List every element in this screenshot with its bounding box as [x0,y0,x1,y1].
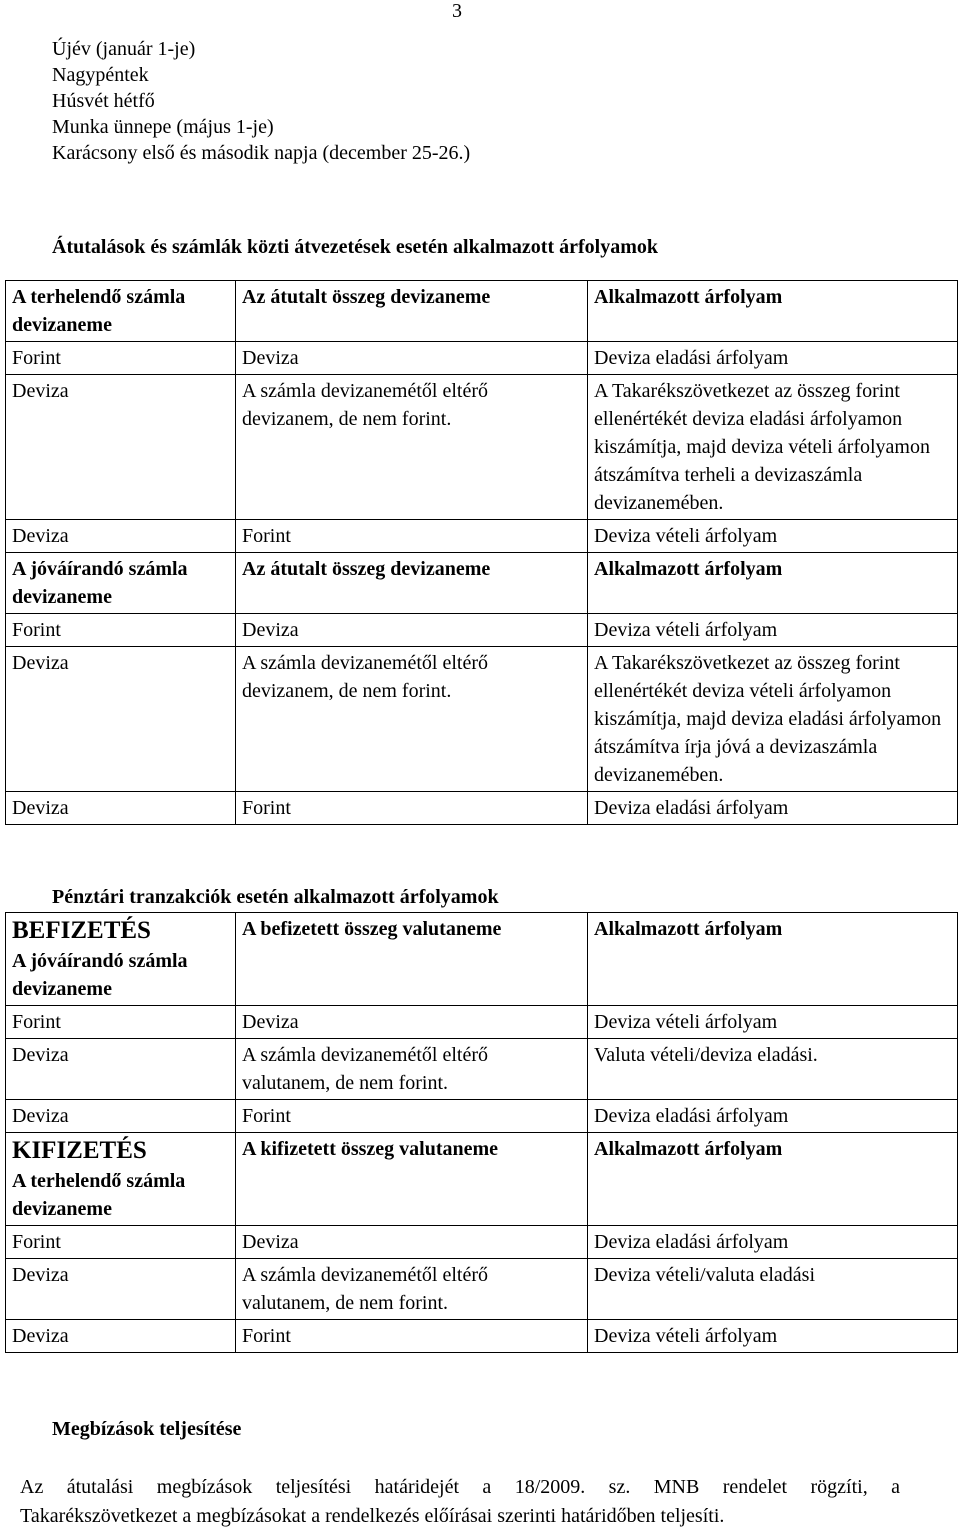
table-header-row [6,1133,958,1226]
table-cell: Deviza [6,1259,236,1320]
cashier-rate-table [5,912,958,1353]
holiday-item: Karácsony első és második napja (december 25-26.) [52,142,471,164]
table-cell: Forint [236,1320,588,1353]
holiday-item: Munka ünnepe (május 1-je) [52,116,274,138]
table-row [6,342,958,375]
table-cell: Forint [6,1006,236,1039]
transfers-rate-table [5,280,958,825]
table-row [6,647,958,792]
table-cell: Deviza [236,1226,588,1259]
table-row [6,614,958,647]
table-cell: Deviza [236,614,588,647]
table-cell: Deviza [6,375,236,520]
table-row [6,520,958,553]
table-cell: Deviza vételi árfolyam [588,1006,958,1039]
table-cell: Deviza [236,342,588,375]
deposit-header-cell [6,913,236,1006]
table-row [6,1100,958,1133]
table-cell: Forint [236,1100,588,1133]
table-row [6,1226,958,1259]
table-cell: Deviza vételi árfolyam [588,520,958,553]
header-cell: Alkalmazott árfolyam [588,913,958,1006]
table-cell: Forint [6,614,236,647]
table-cell: Deviza eladási árfolyam [588,1100,958,1133]
table-header-row [6,553,958,614]
orders-section-title: Megbízások teljesítése [52,1418,242,1440]
table-cell: Valuta vételi/deviza eladási. [588,1039,958,1100]
cashier-section-title: Pénztári tranzakciók esetén alkalmazott árfolyamok [52,886,499,908]
table-row [6,375,958,520]
holiday-item: Húsvét hétfő [52,90,155,112]
table-cell: Deviza eladási árfolyam [588,1226,958,1259]
header-cell: Az átutalt összeg devizaneme [236,281,588,342]
table-cell: Forint [6,342,236,375]
table-cell: A számla devizanemétől eltérő devizanem, de nem forint. [236,375,588,520]
table-cell: A számla devizanemétől eltérő devizanem, de nem forint. [236,647,588,792]
table-header-row [6,281,958,342]
withdrawal-heading: KIFIZETÉS [12,1137,147,1164]
table-row [6,1039,958,1100]
orders-paragraph-line: Az átutalási megbízások teljesítési határidejét a 18/2009. sz. MNB rendelet rögzíti, a [20,1476,900,1498]
orders-paragraph-line: Takarékszövetkezet a megbízásokat a rendelkezés előírásai szerinti határidőben teljesíti. [20,1505,725,1527]
table-cell: Deviza [6,1039,236,1100]
table-cell: Deviza vételi/valuta eladási [588,1259,958,1320]
withdrawal-header-cell [6,1133,236,1226]
table-cell: Forint [6,1226,236,1259]
table-cell: A Takarékszövetkezet az összeg forint ellenértékét deviza vételi árfolyamon kiszámítja, majd deviza eladási árfolyamon átszámítva írja jóvá a devizaszámla devizanemében. [588,647,958,792]
table-cell: A számla devizanemétől eltérő valutanem, de nem forint. [236,1259,588,1320]
table-row [6,1006,958,1039]
table-cell: Deviza [236,1006,588,1039]
header-cell: A jóváírandó számla devizaneme [12,950,188,1000]
table-cell: A számla devizanemétől eltérő valutanem, de nem forint. [236,1039,588,1100]
transfers-section-title: Átutalások és számlák közti átvezetések esetén alkalmazott árfolyamok [52,236,659,258]
header-cell: Alkalmazott árfolyam [588,281,958,342]
table-cell: Deviza [6,1320,236,1353]
table-header-row [6,913,958,1006]
page-number: 3 [452,0,462,22]
table-row [6,1259,958,1320]
header-cell: A befizetett összeg valutaneme [236,913,588,1006]
table-cell: Deviza [6,647,236,792]
header-cell: Az átutalt összeg devizaneme [236,553,588,614]
header-cell: Alkalmazott árfolyam [588,553,958,614]
header-cell: Alkalmazott árfolyam [588,1133,958,1226]
holiday-item: Újév (január 1-je) [52,38,196,60]
table-cell: Deviza [6,1100,236,1133]
table-cell: A Takarékszövetkezet az összeg forint ellenértékét deviza eladási árfolyamon kiszámítja, majd deviza vételi árfolyamon átszámítva terheli a devizaszámla devizanemében. [588,375,958,520]
table-cell: Forint [236,520,588,553]
holiday-list [52,36,470,166]
table-cell: Forint [236,792,588,825]
table-cell: Deviza [6,520,236,553]
holiday-item: Nagypéntek [52,64,149,86]
table-cell: Deviza vételi árfolyam [588,1320,958,1353]
table-cell: Deviza vételi árfolyam [588,614,958,647]
table-cell: Deviza eladási árfolyam [588,792,958,825]
table-row [6,1320,958,1353]
header-cell: A kifizetett összeg valutaneme [236,1133,588,1226]
header-cell: A terhelendő számla devizaneme [6,281,236,342]
table-cell: Deviza [6,792,236,825]
table-cell: Deviza eladási árfolyam [588,342,958,375]
header-cell: A terhelendő számla devizaneme [12,1170,186,1220]
deposit-heading: BEFIZETÉS [12,917,151,944]
table-row [6,792,958,825]
header-cell: A jóváírandó számla devizaneme [6,553,236,614]
